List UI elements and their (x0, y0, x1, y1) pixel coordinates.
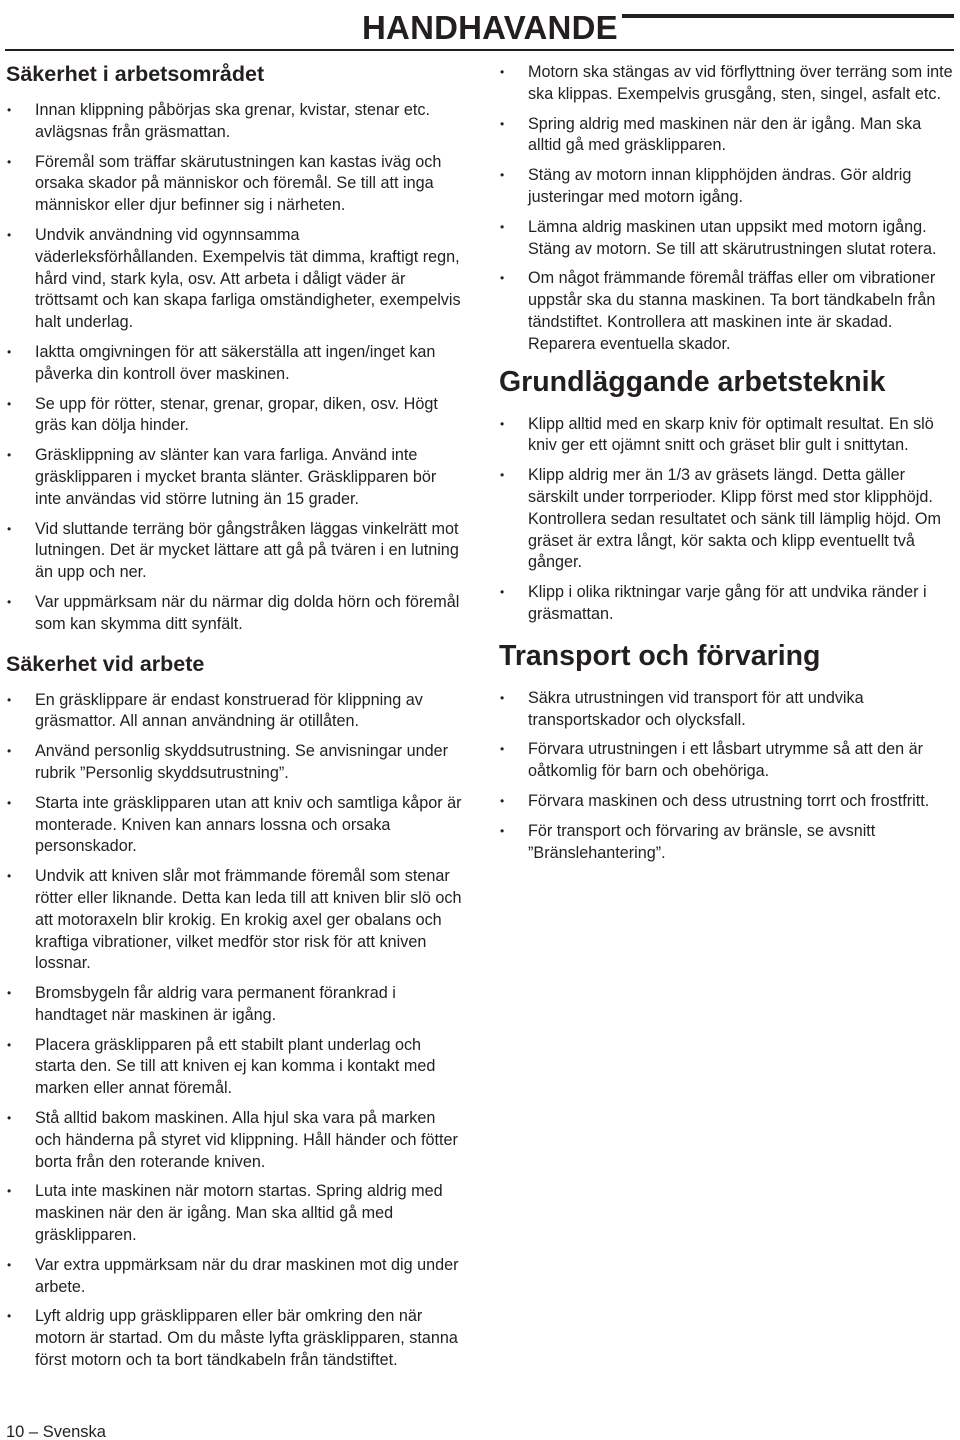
list-item-text: Gräsklippning av slänter kan vara farliga. Använd inte gräsklipparen i mycket branta slänter. Gräsklipparen bör inte användas vid större lutning än 15 grader. (35, 446, 437, 508)
list-item (6, 394, 462, 438)
list-item-text: Om något främmande föremål träffas eller om vibrationer uppstår ska du stanna maskinen. Ta bort tändkabeln från tändstiftet. Kontrollera att maskinen inte är skadad. Reparera eventuella skador. (528, 269, 936, 353)
list-item-text: Förvara utrustningen i ett låsbart utrymme så att den är oåtkomlig för barn och obehöriga. (528, 740, 923, 781)
list-item (6, 983, 462, 1027)
list-item (6, 866, 462, 975)
list-item (6, 690, 462, 734)
list-item (6, 1108, 462, 1173)
bullet-icon: • (500, 219, 505, 234)
list-item-text: Stå alltid bakom maskinen. Alla hjul ska vara på marken och händerna på styret vid klippning. Håll händer och fötter borta från den roterande kniven. (35, 1109, 458, 1171)
list-item-text: Använd personlig skyddsutrustning. Se anvisningar under rubrik ”Personlig skyddsutrustning”. (35, 742, 449, 782)
list-item-text: Starta inte gräsklipparen utan att kniv och samtliga kåpor är monterade. Kniven kan annars lossna och orsaka personskador. (35, 793, 462, 856)
list-item-text: Vid sluttande terräng bör gångstråken läggas vinkelrätt mot lutningen. Det är mycket lättare att gå på tvären i en lutning än upp och ner. (35, 519, 459, 582)
bullet-icon: • (500, 468, 505, 483)
list-item (499, 582, 957, 626)
list-item (6, 1255, 462, 1299)
bullet-icon: • (500, 585, 505, 600)
bullet-icon: • (500, 416, 505, 431)
section-title-transport-storage: Transport och förvaring (499, 639, 821, 672)
list-item-text: Innan klippning påbörjas ska grenar, kvistar, stenar etc. avlägsnas från gräsmattan. (35, 101, 431, 141)
list-item (6, 741, 462, 785)
list-item (499, 165, 957, 209)
list-item (6, 592, 462, 636)
bullet-list-basic-technique (499, 414, 957, 626)
bullet-icon: • (7, 692, 12, 707)
list-item (6, 342, 462, 386)
bullet-list-operation-continued (499, 62, 957, 356)
list-item-text: Motorn ska stängas av vid förflyttning över terräng som inte ska klippas. Exempelvis grusgång, sten, singel, asfalt etc. (528, 63, 953, 103)
list-item (6, 793, 462, 858)
right-column (499, 62, 957, 872)
list-item-text: Stäng av motorn innan klipphöjden ändras. Gör aldrig justeringar med motorn igång. (528, 166, 912, 206)
bullet-icon: • (500, 271, 505, 286)
list-item (6, 152, 462, 217)
bullet-icon: • (500, 690, 505, 705)
list-item-text: Placera gräsklipparen på ett stabilt plant underlag och starta den. Se till att kniven ej kan komma i kontakt med marken eller annat föremål. (35, 1035, 436, 1098)
list-item-text: Lyft aldrig upp gräsklipparen eller bär omkring den när motorn är startad. Om du måste lyfta gräsklipparen, stanna först motorn och ta bort tändkabeln från tändstiftet. (35, 1307, 458, 1370)
bullet-icon: • (7, 227, 12, 242)
list-item (499, 217, 957, 261)
page-header-title: HANDHAVANDE (362, 9, 618, 46)
list-item-text: En gräsklippare är endast konstruerad för klippning av gräsmattor. All annan användning är otillåten. (35, 690, 423, 731)
section-title-work-safety: Säkerhet vid arbete (6, 651, 205, 676)
list-item (6, 225, 462, 334)
list-item-text: Var extra uppmärksam när du drar maskinen mot dig under arbete. (35, 1255, 459, 1296)
list-item (499, 465, 957, 574)
bullet-icon: • (7, 986, 12, 1001)
list-item-text: Klipp aldrig mer än 1/3 av gräsets längd. Detta gäller särskilt under torrperioder. Klipp först med stor klipphöjd. Kontrollera sedan resultatet och sänk till lämplig höjd. Om gräset är extra långt, kör sakta och klipp eventuellt två gånger. (528, 466, 941, 572)
list-item (499, 114, 957, 158)
bullet-list-transport-storage (499, 688, 957, 865)
section-title-work-area-safety: Säkerhet i arbetsområdet (6, 62, 265, 86)
bullet-icon: • (7, 1257, 12, 1272)
list-item-text: Klipp alltid med en skarp kniv för optimalt resultat. En slö kniv ger ett ojämnt snitt och gräset blir gult i snittytan. (528, 414, 934, 455)
left-column (6, 60, 462, 1380)
section-title-basic-technique: Grundläggande arbetsteknik (499, 365, 886, 398)
list-item (6, 100, 462, 144)
bullet-icon: • (7, 1037, 12, 1052)
list-item-text: Se upp för rötter, stenar, grenar, gropar, diken, osv. Högt gräs kan dölja hinder. (35, 394, 438, 435)
bullet-icon: • (7, 1309, 12, 1324)
bullet-icon: • (7, 1184, 12, 1199)
bullet-icon: • (7, 795, 12, 810)
bullet-list-work-safety (6, 690, 462, 1372)
list-item-text: Säkra utrustningen vid transport för att undvika transportskador och olycksfall. (528, 688, 864, 729)
bullet-icon: • (500, 65, 505, 79)
list-item-text: Spring aldrig med maskinen när den är igång. Man ska alltid gå med gräsklipparen. (528, 114, 922, 155)
list-item (6, 1181, 462, 1246)
list-item-text: Lämna aldrig maskinen utan uppsikt med motorn igång. Stäng av motorn. Se till att skärutrustningen slutat rotera. (528, 217, 937, 258)
bullet-list-work-area-safety (6, 100, 462, 636)
list-item-text: För transport och förvaring av bränsle, se avsnitt ”Bränslehantering”. (528, 821, 876, 862)
list-item-text: Undvik att kniven slår mot främmande föremål som stenar rötter eller liknande. Detta kan leda till att kniven blir slö och att motoraxeln blir krokig. En krokig axel ger obalans och kraftiga vibrationer, vilket medför stor risk för att kniven lossnar. (35, 867, 462, 973)
list-item (6, 445, 462, 510)
bullet-icon: • (7, 154, 12, 169)
list-item (499, 791, 957, 813)
bullet-icon: • (7, 1111, 12, 1126)
list-item (499, 268, 957, 355)
bullet-icon: • (7, 103, 12, 117)
bullet-icon: • (500, 793, 505, 808)
list-item (499, 739, 957, 783)
list-item (6, 519, 462, 584)
bullet-icon: • (500, 823, 505, 838)
list-item (6, 1306, 462, 1371)
page-footer: 10 – Svenska (6, 1423, 106, 1440)
bullet-icon: • (7, 396, 12, 411)
list-item (499, 821, 957, 865)
list-item-text: Var uppmärksam när du närmar dig dolda hörn och föremål som kan skymma ditt synfält. (35, 592, 460, 633)
list-item-text: Undvik användning vid ogynnsamma väderleksförhållanden. Exempelvis tät dimma, kraftigt regn, hård vind, stark kyla, osv. Att arbeta i dåligt väder är tröttsamt och kan skapa farliga omständigheter, exempelvis halt underlag. (35, 225, 461, 332)
list-item (499, 688, 957, 732)
list-item-text: Bromsbygeln får aldrig vara permanent förankrad i handtaget när maskinen är igång. (35, 984, 396, 1024)
list-item-text: Iaktta omgivningen för att säkerställa att ingen/inget kan påverka din kontroll över maskinen. (35, 342, 436, 383)
header-divider (5, 49, 954, 51)
list-item (6, 1035, 462, 1100)
bullet-icon: • (500, 168, 505, 183)
list-item (499, 414, 957, 458)
bullet-icon: • (7, 594, 12, 609)
header-rule (622, 14, 954, 18)
bullet-icon: • (7, 344, 12, 359)
list-item-text: Luta inte maskinen när motorn startas. Spring aldrig med maskinen när den är igång. Man ska alltid gå med gräsklipparen. (35, 1182, 443, 1245)
bullet-icon: • (7, 744, 12, 759)
list-item-text: Klipp i olika riktningar varje gång för att undvika ränder i gräsmattan. (528, 583, 927, 623)
list-item-text: Förvara maskinen och dess utrustning torrt och frostfritt. (528, 791, 930, 810)
list-item-text: Föremål som träffar skärutustningen kan kastas iväg och orsaka skador på människor och föremål. Se till att inga människor eller djur befinner sig i närheten. (35, 152, 442, 215)
bullet-icon: • (500, 742, 505, 757)
bullet-icon: • (7, 521, 12, 536)
bullet-icon: • (500, 116, 505, 131)
bullet-icon: • (7, 448, 12, 463)
bullet-icon: • (7, 869, 12, 884)
list-item (499, 62, 957, 106)
